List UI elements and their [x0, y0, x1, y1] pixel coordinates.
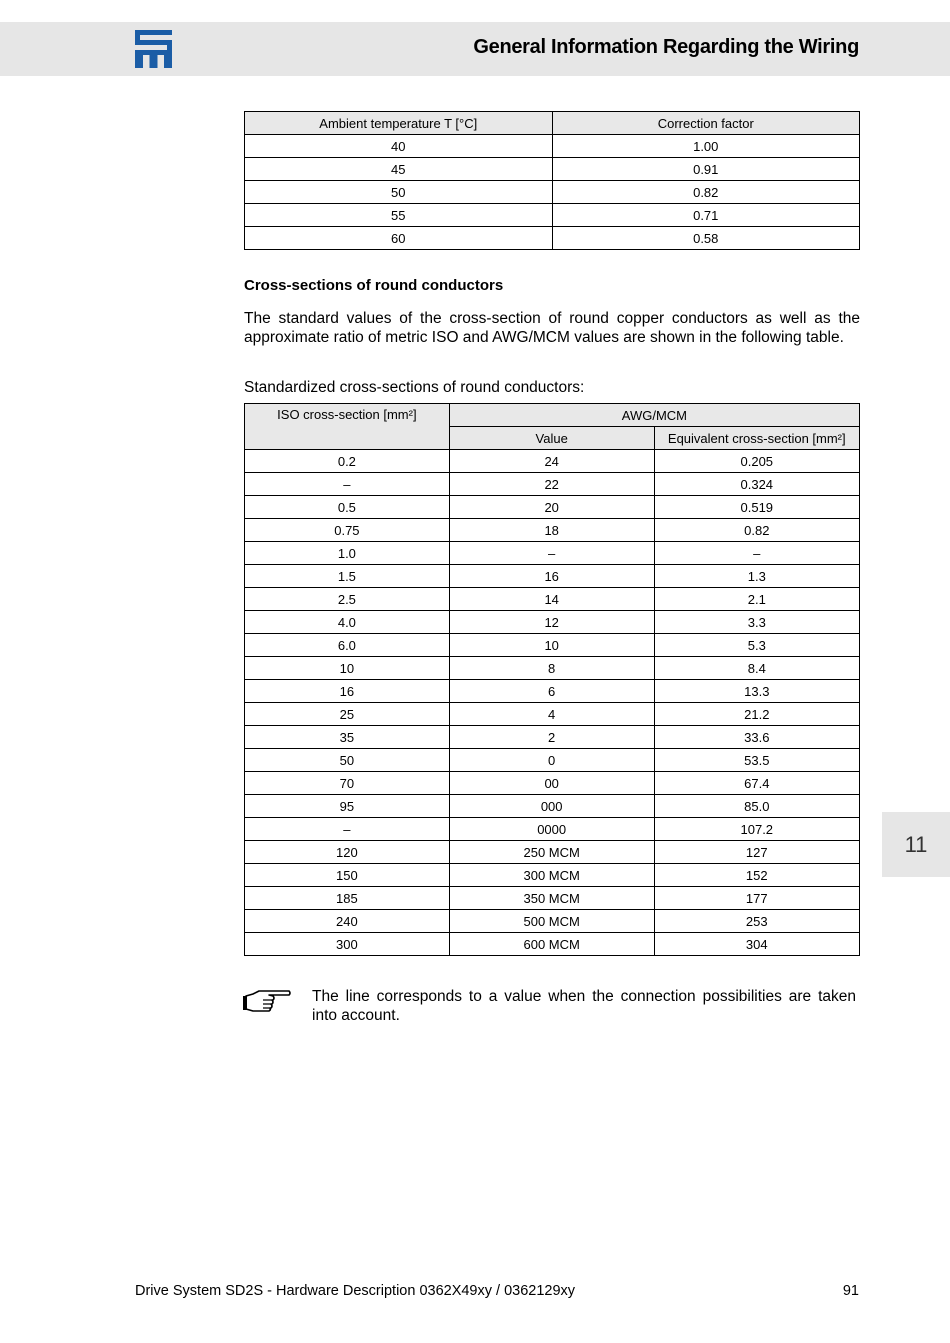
table-cell: 4	[449, 703, 654, 726]
table-cell: 20	[449, 496, 654, 519]
table-cell: 0.91	[552, 158, 860, 181]
table-cell: –	[245, 473, 450, 496]
table-cell: 22	[449, 473, 654, 496]
table-row	[245, 181, 860, 204]
table-cell: –	[654, 542, 859, 565]
table-row	[245, 227, 860, 250]
table-cell: 10	[245, 657, 450, 680]
table-cell: 150	[245, 864, 450, 887]
table-cell: 0.324	[654, 473, 859, 496]
table-cell: 16	[449, 565, 654, 588]
table-row	[245, 158, 860, 181]
column-header-awg-group: AWG/MCM	[449, 404, 859, 427]
table-row	[245, 634, 860, 657]
table-row	[245, 726, 860, 749]
column-header: Ambient temperature T [°C]	[245, 112, 553, 135]
table-cell: 0.82	[654, 519, 859, 542]
table-row	[245, 749, 860, 772]
table-cell: 60	[245, 227, 553, 250]
table-cell: 8.4	[654, 657, 859, 680]
table-row	[245, 841, 860, 864]
cross-section-table	[244, 403, 860, 956]
table-cell: 10	[449, 634, 654, 657]
table-cell: 21.2	[654, 703, 859, 726]
section-title: Cross-sections of round conductors	[244, 277, 504, 294]
table-cell: –	[449, 542, 654, 565]
column-header-equivalent: Equivalent cross-section [mm²]	[654, 427, 859, 450]
table-cell: 85.0	[654, 795, 859, 818]
temperature-correction-table	[244, 111, 860, 250]
table-cell: 0.58	[552, 227, 860, 250]
company-logo-icon	[135, 30, 172, 68]
table-cell: 0.519	[654, 496, 859, 519]
table-row	[245, 933, 860, 956]
note-text: The line corresponds to a value when the connection possibilities are taken into account.	[312, 988, 856, 1024]
table-cell: 18	[449, 519, 654, 542]
table-cell: 50	[245, 749, 450, 772]
table-row	[245, 542, 860, 565]
table-cell: 4.0	[245, 611, 450, 634]
table-cell: 152	[654, 864, 859, 887]
page-number: 91	[842, 1283, 859, 1299]
table-cell: 70	[245, 772, 450, 795]
table-cell: 600 MCM	[449, 933, 654, 956]
footer-document-title: Drive System SD2S - Hardware Description 0362X49xy / 0362129xy	[135, 1283, 576, 1299]
table-cell: 000	[449, 795, 654, 818]
table-cell: 1.0	[245, 542, 450, 565]
table-row	[245, 772, 860, 795]
section-paragraph: The standard values of the cross-section of round copper conductors as well as the approximate ratio of metric ISO and AWG/MCM values are shown in the following table.	[244, 310, 860, 346]
table-cell: 1.00	[552, 135, 860, 158]
table-cell: 0.75	[245, 519, 450, 542]
table-cell: 45	[245, 158, 553, 181]
table-cell: –	[245, 818, 450, 841]
column-header-iso: ISO cross-section [mm²]	[245, 404, 450, 450]
table-row	[245, 588, 860, 611]
table-cell: 24	[449, 450, 654, 473]
table-cell: 2.1	[654, 588, 859, 611]
table-cell: 95	[245, 795, 450, 818]
table-cell: 2	[449, 726, 654, 749]
table-row	[245, 611, 860, 634]
table-cell: 0.71	[552, 204, 860, 227]
table-cell: 0.2	[245, 450, 450, 473]
table-cell: 1.5	[245, 565, 450, 588]
table-row	[245, 450, 860, 473]
table-cell: 12	[449, 611, 654, 634]
table-cell: 33.6	[654, 726, 859, 749]
table-cell: 53.5	[654, 749, 859, 772]
table-cell: 185	[245, 887, 450, 910]
table-cell: 6.0	[245, 634, 450, 657]
table-row	[245, 818, 860, 841]
table-row	[245, 680, 860, 703]
table-cell: 250 MCM	[449, 841, 654, 864]
table-cell: 3.3	[654, 611, 859, 634]
table-caption: Standardized cross-sections of round conductors:	[244, 379, 585, 396]
table-row	[245, 135, 860, 158]
table-row	[245, 910, 860, 933]
table-cell: 2.5	[245, 588, 450, 611]
table-cell: 14	[449, 588, 654, 611]
table-cell: 0000	[449, 818, 654, 841]
table-cell: 1.3	[654, 565, 859, 588]
column-header-value: Value	[449, 427, 654, 450]
table-row	[245, 887, 860, 910]
table-cell: 8	[449, 657, 654, 680]
table-row	[245, 496, 860, 519]
table-cell: 25	[245, 703, 450, 726]
table-cell: 67.4	[654, 772, 859, 795]
table-row	[245, 565, 860, 588]
table-cell: 350 MCM	[449, 887, 654, 910]
table-cell: 0.82	[552, 181, 860, 204]
table-cell: 40	[245, 135, 553, 158]
table-cell: 00	[449, 772, 654, 795]
table-cell: 0	[449, 749, 654, 772]
table-row	[245, 864, 860, 887]
table-cell: 16	[245, 680, 450, 703]
table-cell: 127	[654, 841, 859, 864]
table-cell: 304	[654, 933, 859, 956]
table-row	[245, 795, 860, 818]
table-cell: 55	[245, 204, 553, 227]
table-cell: 107.2	[654, 818, 859, 841]
table-cell: 240	[245, 910, 450, 933]
table-row	[245, 204, 860, 227]
table-cell: 6	[449, 680, 654, 703]
table-row	[245, 519, 860, 542]
table-cell: 0.205	[654, 450, 859, 473]
column-header: Correction factor	[552, 112, 860, 135]
table-cell: 300 MCM	[449, 864, 654, 887]
table-row	[245, 703, 860, 726]
table-cell: 300	[245, 933, 450, 956]
table-cell: 13.3	[654, 680, 859, 703]
table-cell: 500 MCM	[449, 910, 654, 933]
table-cell: 35	[245, 726, 450, 749]
table-cell: 50	[245, 181, 553, 204]
table-row	[245, 473, 860, 496]
table-cell: 0.5	[245, 496, 450, 519]
pointing-hand-icon	[243, 988, 291, 1014]
table-cell: 253	[654, 910, 859, 933]
table-row	[245, 657, 860, 680]
table-cell: 5.3	[654, 634, 859, 657]
page-header-title: General Information Regarding the Wiring	[473, 36, 859, 58]
table-cell: 177	[654, 887, 859, 910]
table-cell: 120	[245, 841, 450, 864]
chapter-tab: 11	[882, 812, 950, 877]
